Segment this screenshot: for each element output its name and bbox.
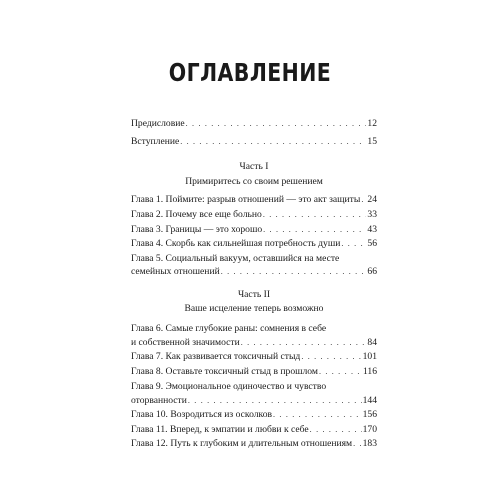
toc-entry-chapter-1[interactable] [131,193,377,206]
toc-entry-chapter-12[interactable] [131,437,377,450]
entry-label-line1: Глава 5. Социальный вакуум, оставшийся на месте [131,253,340,264]
part-subtitle: Примиритесь со своим решением [185,176,323,187]
entry-label: Глава 10. Возродиться из осколков [131,409,273,420]
dot-leader [361,193,366,206]
page-number: 15 [367,136,377,147]
dot-leader [341,237,366,250]
toc-entry-chapter-8[interactable] [131,365,377,378]
dot-leader [263,223,366,236]
toc-entry-chapter-4[interactable] [131,237,377,250]
entry-label: Глава 12. Путь к глубоким и длительным отношениям [131,438,353,449]
dot-leader [188,394,362,407]
page-number: 144 [362,395,377,406]
dot-leader [186,117,367,130]
page-number: 24 [367,194,377,205]
page-number: 101 [362,351,377,362]
page-number: 170 [362,424,377,435]
entry-label-line1: Глава 9. Эмоциональное одиночество и чувство [131,381,327,392]
page-number: 33 [367,209,377,220]
entry-label: и собственной значимости [131,337,240,348]
toc-entry-preface[interactable] [131,117,377,130]
dot-leader [310,423,362,436]
page-number: 116 [362,366,377,377]
dot-leader [273,408,362,421]
dot-leader [353,437,361,450]
entry-label: Глава 11. Вперед, к эмпатии и любви к себе [131,424,309,435]
entry-label: Глава 8. Оставьте токсичный стыд в прошлом [131,366,318,377]
dot-leader [301,350,361,363]
part-heading: Часть I [239,161,269,172]
toc-entry-chapter-7[interactable] [131,350,377,363]
entry-label: Глава 2. Почему все еще больно [131,209,262,220]
page-number: 56 [367,238,377,249]
dot-leader [221,265,367,278]
dot-leader [263,208,367,221]
entry-label: Глава 1. Поймите: разрыв отношений — это акт защиты [131,194,361,205]
toc-entry-chapter-10[interactable] [131,408,377,421]
toc-entry-chapter-5[interactable] [131,265,377,278]
part-heading: Часть II [237,289,271,300]
dot-leader [180,135,366,148]
toc-entry-chapter-11[interactable] [131,423,377,436]
toc-entry-chapter-9[interactable] [131,394,377,407]
page-number: 156 [362,409,377,420]
page-number: 183 [362,438,377,449]
toc-entry-introduction[interactable] [131,135,377,148]
entry-label: Глава 7. Как развивается токсичный стыд [131,351,301,362]
page-number: 66 [367,266,377,277]
page-number: 12 [367,118,377,129]
page-number: 43 [367,224,377,235]
part-subtitle: Ваше исцеление теперь возможно [184,303,324,314]
page-title: ОГЛАВЛЕНИЕ [168,58,332,87]
entry-label: оторванности [131,395,187,406]
toc-entry-chapter-3[interactable] [131,223,377,236]
entry-label: Глава 4. Скорбь как сильнейшая потребность души [131,238,341,249]
entry-label: семейных отношений [131,266,220,277]
toc-entry-chapter-2[interactable] [131,208,377,221]
toc-entry-chapter-6[interactable] [131,336,377,349]
dot-leader [319,365,362,378]
entry-label: Глава 3. Границы — это хорошо [131,224,263,235]
entry-label-line1: Глава 6. Самые глубокие раны: сомнения в себе [131,323,327,334]
dot-leader [241,336,367,349]
entry-label: Предисловие [131,118,185,129]
page-number: 84 [367,337,377,348]
entry-label: Вступление [131,136,180,147]
